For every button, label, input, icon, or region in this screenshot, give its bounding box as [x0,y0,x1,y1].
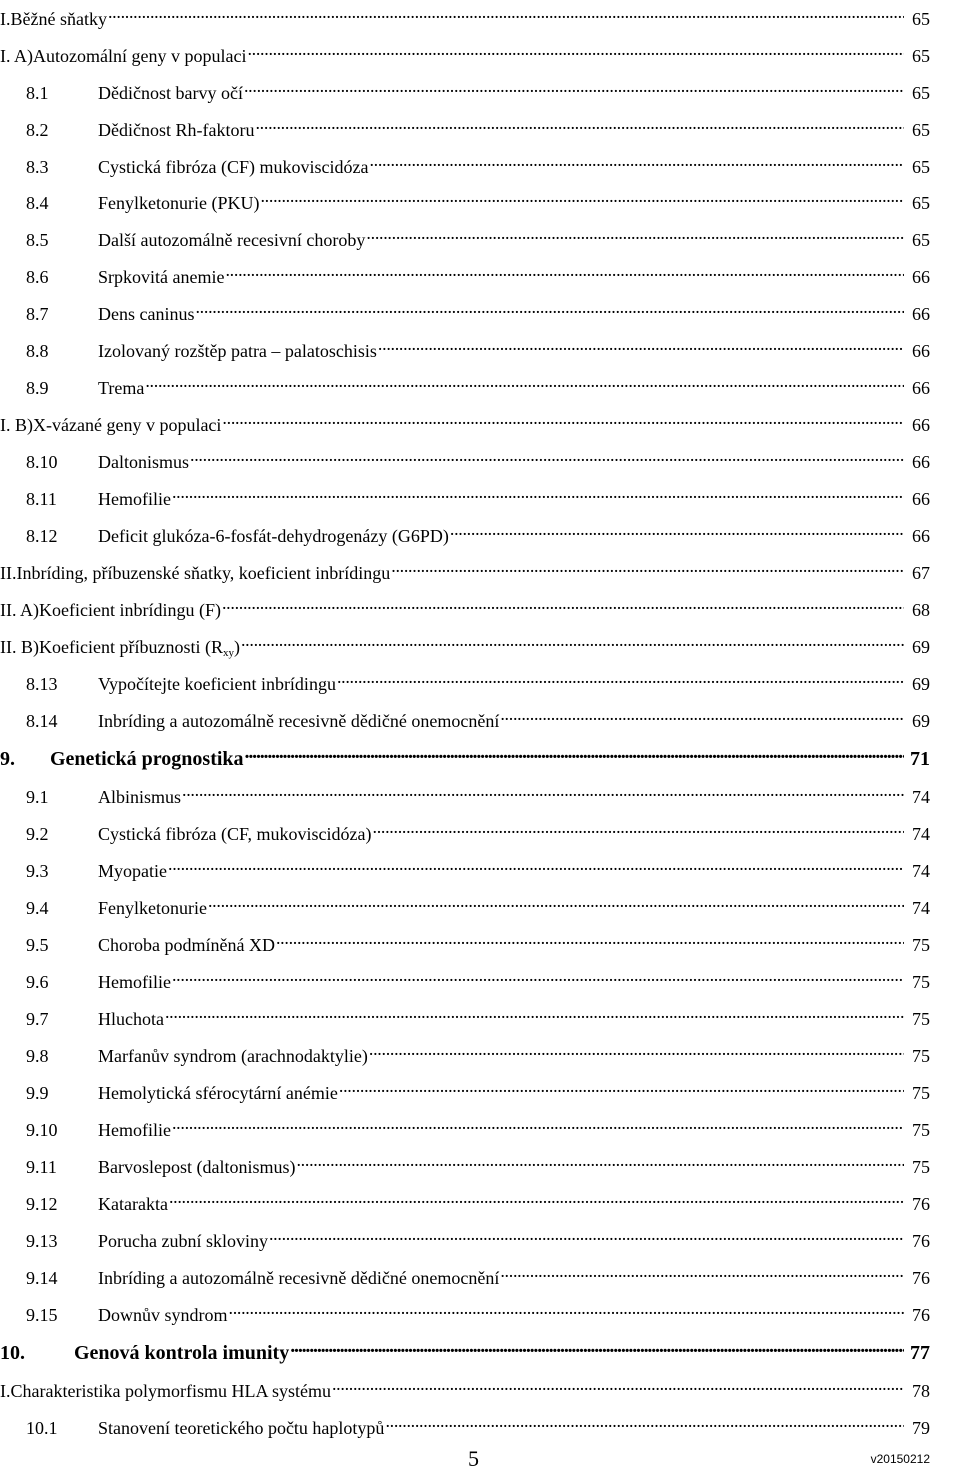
toc-entry[interactable] [26,1258,930,1288]
toc-entry-page: 75 [912,972,930,992]
toc-entry-title-text: Inbríding a autozomálně recesivně dědičné onemocnění [98,1268,500,1288]
toc-entry-page: 65 [912,46,930,66]
dot-leader [108,0,904,25]
toc-entry-title-text: Deficit glukóza-6-fosfát-dehydrogenázy (G6PD) [98,526,449,546]
toc-entry-number: I. B) [0,415,33,435]
toc-entry[interactable] [26,1110,930,1140]
page-number: 5 [468,1446,479,1471]
toc-entry-page: 76 [912,1305,930,1325]
toc-entry-title-text: Trema [98,378,145,398]
toc-entry-title [98,708,499,734]
toc-entry-page: 66 [912,378,930,398]
toc-entry-title [17,560,391,586]
toc-entry-title-text: Porucha zubní skloviny [98,1231,268,1251]
toc-entry-number: 10. [0,1342,25,1364]
toc-entry-title [11,6,107,32]
toc-entry[interactable] [26,925,930,955]
toc-entry[interactable] [26,368,930,398]
toc-entry-title [98,1265,499,1291]
dot-leader [145,368,904,394]
toc-entry-page: 66 [912,304,930,324]
toc-entry-title-text: Koeficient inbrídingu (F) [39,600,221,620]
dot-leader [369,1036,904,1062]
toc-entry-number: 8.12 [26,526,58,546]
toc-entry[interactable] [26,1073,930,1103]
toc-entry-title [98,117,254,143]
toc-entry-page: 69 [912,674,930,694]
dot-leader [172,479,904,505]
toc-entry-title-text: Hemofilie [98,489,171,509]
toc-entry[interactable] [26,1184,930,1214]
dot-leader [296,1147,904,1173]
toc-entry-page: 71 [910,748,930,770]
toc-entry-title [98,301,194,327]
dot-leader [269,1221,904,1247]
dot-leader [500,1258,904,1284]
toc-entry-title-text: Inbríding, příbuzenské sňatky, koeficient inbrídingu [16,563,391,583]
toc-entry[interactable] [26,814,930,844]
dot-leader [337,664,904,690]
toc-entry-title [74,1340,289,1366]
toc-entry-title [98,895,207,921]
toc-entry-title-text: Dědičnost Rh-faktoru [98,120,255,140]
toc-entry-title-text: Daltonismus [98,452,190,472]
toc-entry-number: 8.2 [26,120,49,140]
toc-entry-title [98,784,181,810]
toc-entry-page: 65 [912,230,930,250]
dot-leader [373,814,905,840]
toc-entry-title [50,746,244,772]
toc-entry-number: 8.11 [26,489,57,509]
toc-entry-page: 78 [912,1381,930,1401]
toc-entry-title [98,227,365,253]
dot-leader [168,851,904,877]
toc-entry-title-text: Downův syndrom [98,1305,228,1325]
toc-entry-number: 9.5 [26,935,49,955]
toc-entry[interactable] [0,1333,930,1364]
toc-entry[interactable] [26,442,930,472]
dot-leader [172,962,904,988]
dot-leader [190,442,904,468]
toc-entry-title [98,154,368,180]
toc-entry[interactable] [26,294,930,324]
toc-entry-number: 9.15 [26,1305,58,1325]
toc-entry-number: 8.14 [26,711,58,731]
toc-entry-title [33,43,246,69]
toc-entry-page: 74 [912,898,930,918]
toc-entry-number: I. [0,1381,11,1401]
dot-leader [369,147,904,173]
toc-entry[interactable] [0,405,930,435]
dot-leader [385,1408,904,1434]
toc-entry[interactable] [26,888,930,918]
toc-entry-page: 77 [910,1342,930,1364]
toc-entry-number: 9.13 [26,1231,58,1251]
toc-entry-page: 65 [912,157,930,177]
toc-entry-title [98,1006,164,1032]
toc-entry[interactable] [26,110,930,140]
toc-entry-title-suffix: ) [233,637,240,657]
toc-entry[interactable] [0,553,930,583]
toc-entry-title-text: Vypočítejte koeficient inbrídingu [98,674,336,694]
dot-leader [229,1295,905,1321]
toc-entry[interactable] [26,999,930,1029]
dot-leader [391,553,904,579]
toc-entry-title-text: Katarakta [98,1194,168,1214]
toc-entry-page: 66 [912,341,930,361]
toc-entry-page: 74 [912,824,930,844]
toc-entry-number: 8.7 [26,304,49,324]
toc-entry-title [98,1302,228,1328]
toc-entry-title-text: Myopatie [98,861,167,881]
toc-entry-title-text: Marfanův syndrom (arachnodaktylie) [98,1046,368,1066]
toc-entry-title [98,80,243,106]
toc-entry-number: I. A) [0,46,33,66]
toc-entry-title [39,597,221,623]
toc-entry[interactable] [26,516,930,546]
toc-entry[interactable] [0,36,930,66]
toc-entry-page: 66 [912,415,930,435]
toc-entry-title-text: Hluchota [98,1009,164,1029]
toc-entry-number: II. A) [0,600,39,620]
toc-entry-title [98,821,372,847]
dot-leader [339,1073,904,1099]
toc-entry[interactable] [26,1036,930,1066]
toc-entry-number: 9.6 [26,972,49,992]
dot-leader [378,331,904,357]
toc-entry-title-text: Dědičnost barvy očí [98,83,243,103]
toc-entry-page: 65 [912,193,930,213]
toc-entry-page: 69 [912,637,930,657]
toc-entry[interactable] [26,777,930,807]
toc-entry-page: 65 [912,120,930,140]
toc-entry[interactable] [0,0,930,29]
toc-entry-page: 74 [912,787,930,807]
toc-entry-title [98,1415,384,1441]
toc-entry-page: 76 [912,1268,930,1288]
toc-entry-number: 9.4 [26,898,49,918]
toc-entry-number: 9. [0,748,15,770]
dot-leader [208,888,904,914]
toc-entry-number: II. [0,563,17,583]
toc-entry-number: 8.5 [26,230,49,250]
toc-entry-title [98,1154,295,1180]
toc-entry[interactable] [0,627,930,659]
toc-entry-title [11,1378,331,1404]
version-label: v20150212 [870,1452,930,1466]
toc-entry-page: 65 [912,83,930,103]
toc-entry-title-text: Hemolytická sférocytární anémie [98,1083,338,1103]
dot-leader [172,1110,904,1136]
toc-entry-title [98,858,167,884]
toc-entry-title-text: Genová kontrola imunity [74,1342,290,1364]
dot-leader [222,405,904,431]
toc-entry-title [98,1080,338,1106]
toc-entry-title-text: Stanovení teoretického počtu haplotypů [98,1418,385,1438]
toc-entry-number: 9.1 [26,787,49,807]
dot-leader [165,999,904,1025]
toc-entry-page: 66 [912,526,930,546]
toc-entry-page: 67 [912,563,930,583]
toc-entry-title-text: Autozomální geny v populaci [33,46,247,66]
toc-entry[interactable] [26,1295,930,1325]
dot-leader [247,36,904,62]
toc-entry-title-text: Charakteristika polymorfismu HLA systému [10,1381,331,1401]
toc-entry-title [98,264,224,290]
toc-entry-page: 75 [912,1083,930,1103]
toc-entry-number: 10.1 [26,1418,58,1438]
toc-entry[interactable] [0,1371,930,1401]
toc-entry[interactable] [26,331,930,361]
toc-entry-title-text: Hemofilie [98,972,171,992]
toc-entry[interactable] [26,1147,930,1177]
toc-entry-title-text: Srpkovitá anemie [98,267,225,287]
toc-entry-number: 9.9 [26,1083,49,1103]
dot-leader [450,516,904,542]
toc-entry-title [98,969,171,995]
dot-leader [241,627,904,653]
toc-entry-number: 9.2 [26,824,49,844]
toc-entry-title-text: Genetická prognostika [50,748,244,770]
toc-entry-number: 9.7 [26,1009,49,1029]
dot-leader [222,590,904,616]
toc-entry[interactable] [26,147,930,177]
toc-entry-title-text: Hemofilie [98,1120,171,1140]
toc-entry-number: II. B) [0,637,39,657]
toc-entry-number: 8.3 [26,157,49,177]
toc-entry-title [98,375,144,401]
toc-entry-title [98,671,336,697]
toc-entry-title-text: Koeficient příbuznosti (R [39,637,223,657]
toc-entry-number: 8.10 [26,452,58,472]
toc-entry-number: 9.12 [26,1194,58,1214]
toc-entry[interactable] [26,220,930,250]
toc-entry[interactable] [26,701,930,731]
toc-entry-page: 69 [912,711,930,731]
toc-entry-page: 75 [912,1046,930,1066]
dot-leader [366,220,904,246]
dot-leader [276,925,904,951]
toc-entry-title-text: Cystická fibróza (CF) mukoviscidóza [98,157,369,177]
toc-entry-title-text: Choroba podmíněná XD [98,935,275,955]
toc-entry-number: 9.10 [26,1120,58,1140]
toc-entry-title-text: Další autozomálně recesivní choroby [98,230,366,250]
toc-entry-page: 65 [912,9,930,29]
toc-entry-number: 8.1 [26,83,49,103]
toc-entry[interactable] [26,257,930,287]
toc-entry-number: 8.4 [26,193,49,213]
toc-entry-page: 75 [912,1157,930,1177]
toc-entry-title [98,449,189,475]
toc-entry-page: 75 [912,935,930,955]
dot-leader [255,110,904,136]
toc-entry[interactable] [26,664,930,694]
dot-leader [500,701,904,727]
toc-entry[interactable] [26,479,930,509]
toc-entry-title-text: Barvoslepost (daltonismus) [98,1157,296,1177]
toc-entry-title-text: Fenylketonurie (PKU) [98,193,260,213]
toc-entry-title [33,412,221,438]
toc-entry-page: 75 [912,1120,930,1140]
toc-entry[interactable] [26,183,930,213]
toc-entry-title [98,523,449,549]
toc-entry[interactable] [26,1408,930,1438]
toc-entry-page: 79 [912,1418,930,1438]
toc-entry[interactable] [0,590,930,620]
toc-entry-number: 9.8 [26,1046,49,1066]
toc-entry[interactable] [26,962,930,992]
toc-entry[interactable] [26,73,930,103]
toc-entry-title [39,634,240,660]
toc-entry-title [98,1043,368,1069]
toc-entry-number: 9.11 [26,1157,57,1177]
dot-leader [182,777,904,803]
toc-entry-number: 9.3 [26,861,49,881]
toc-entry-number: 8.9 [26,378,49,398]
toc-entry-title-text: Albinismus [98,787,182,807]
toc-entry-title [98,1191,168,1217]
toc-entry-page: 74 [912,861,930,881]
toc-entry-page: 76 [912,1231,930,1251]
toc-entry-number: 8.6 [26,267,49,287]
toc-entry-page: 75 [912,1009,930,1029]
toc-entry-title-text: Běžné sňatky [10,9,107,29]
toc-entry-title-text: Fenylketonurie [98,898,207,918]
toc-entry[interactable] [26,851,930,881]
toc-entry-title [98,486,171,512]
dot-leader [245,739,904,765]
toc-entry-title [98,932,275,958]
toc-entry-title [98,190,259,216]
dot-leader [332,1371,904,1397]
toc-entry-title-text: Inbríding a autozomálně recesivně dědičné onemocnění [98,711,500,731]
dot-leader [195,294,904,320]
toc-entry-page: 66 [912,452,930,472]
toc-entry-page: 66 [912,489,930,509]
toc-entry-title-text: X-vázané geny v populaci [33,415,222,435]
toc-entry-title [98,338,377,364]
toc-entry-subscript: xy [222,647,234,659]
dot-leader [260,183,904,209]
toc-entry-number: 8.8 [26,341,49,361]
toc-entry-number: I. [0,9,11,29]
toc-entry-title [98,1228,268,1254]
toc-entry-title-text: Cystická fibróza (CF, mukoviscidóza) [98,824,372,844]
dot-leader [290,1333,904,1359]
toc-entry-page: 76 [912,1194,930,1214]
toc-entry-title-text: Izolovaný rozštěp patra – palatoschisis [98,341,377,361]
toc-entry-page: 66 [912,267,930,287]
toc-entry-number: 9.14 [26,1268,58,1288]
toc-entry-title-text: Dens caninus [98,304,195,324]
toc-entry[interactable] [0,739,930,770]
dot-leader [169,1184,904,1210]
toc-entry-number: 8.13 [26,674,58,694]
toc-entry[interactable] [26,1221,930,1251]
dot-leader [244,73,904,99]
toc-entry-title [98,1117,171,1143]
dot-leader [225,257,904,283]
toc-entry-page: 68 [912,600,930,620]
